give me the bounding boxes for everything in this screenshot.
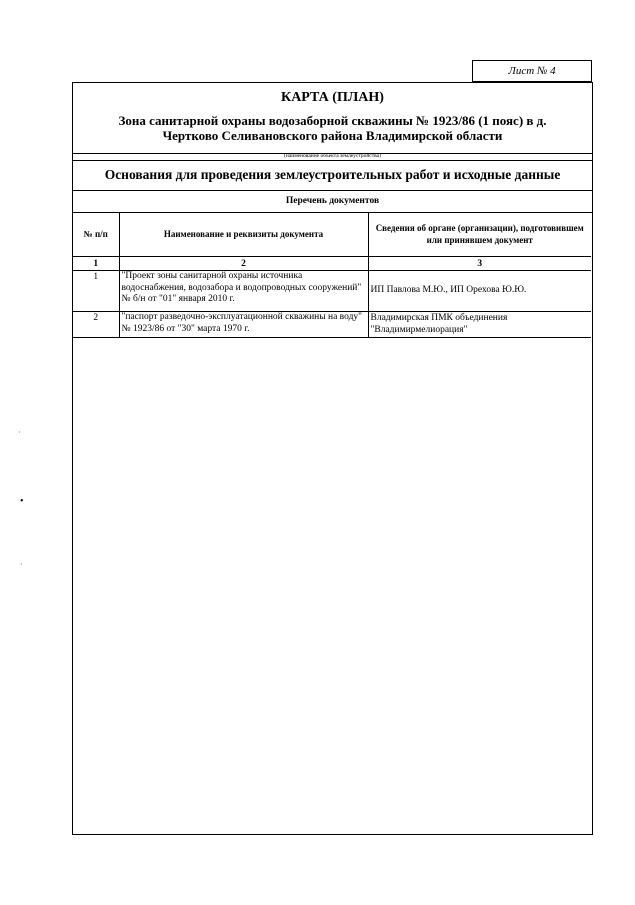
table-header-row — [73, 212, 591, 257]
document-header — [73, 83, 592, 154]
scan-speck: · — [20, 560, 23, 569]
document-name: "паспорт разведочно-эксплуатационной скважины на воду" № 1923/86 от "30" марта 1970 г. — [119, 312, 368, 338]
sheet-number-label: Лист № 4 — [472, 60, 592, 82]
document-subtitle: Зона санитарной охраны водозаборной скважины № 1923/86 (1 пояс) в д. Чертково Селивановского района Владимирской области — [118, 113, 547, 143]
scan-speck: • — [20, 496, 24, 507]
column-header-name: Наименование и реквизиты документа — [119, 212, 368, 257]
object-caption: (наименование объекта землеустройства) — [73, 153, 592, 161]
column-number: 3 — [368, 257, 591, 271]
document-frame — [72, 82, 593, 835]
basis-heading: Основания для проведения землеустроительных работ и исходные данные — [73, 160, 592, 191]
documents-table — [73, 212, 591, 338]
column-number-row — [73, 257, 591, 271]
row-number: 1 — [73, 271, 119, 312]
column-header-organization: Сведения об органе (организации), подготовившем или принявшем документ — [368, 212, 591, 257]
documents-list-title: Перечень документов — [73, 190, 592, 213]
table-row — [73, 312, 591, 338]
document-name: "Проект зоны санитарной охраны источника водоснабжения, водозабора и водопроводных сооружений" № б/н от "01" января 2010 г. — [119, 271, 368, 312]
row-number: 2 — [73, 312, 119, 338]
document-organization: Владимирская ПМК объединения "Владимирмелиорация" — [368, 312, 591, 338]
document-organization: ИП Павлова М.Ю., ИП Орехова Ю.Ю. — [368, 271, 591, 312]
document-title: КАРТА (ПЛАН) — [281, 90, 384, 105]
scan-speck: · — [18, 428, 21, 437]
column-header-number: № п/п — [73, 212, 119, 257]
column-number: 1 — [73, 257, 119, 271]
column-number: 2 — [119, 257, 368, 271]
table-row — [73, 271, 591, 312]
